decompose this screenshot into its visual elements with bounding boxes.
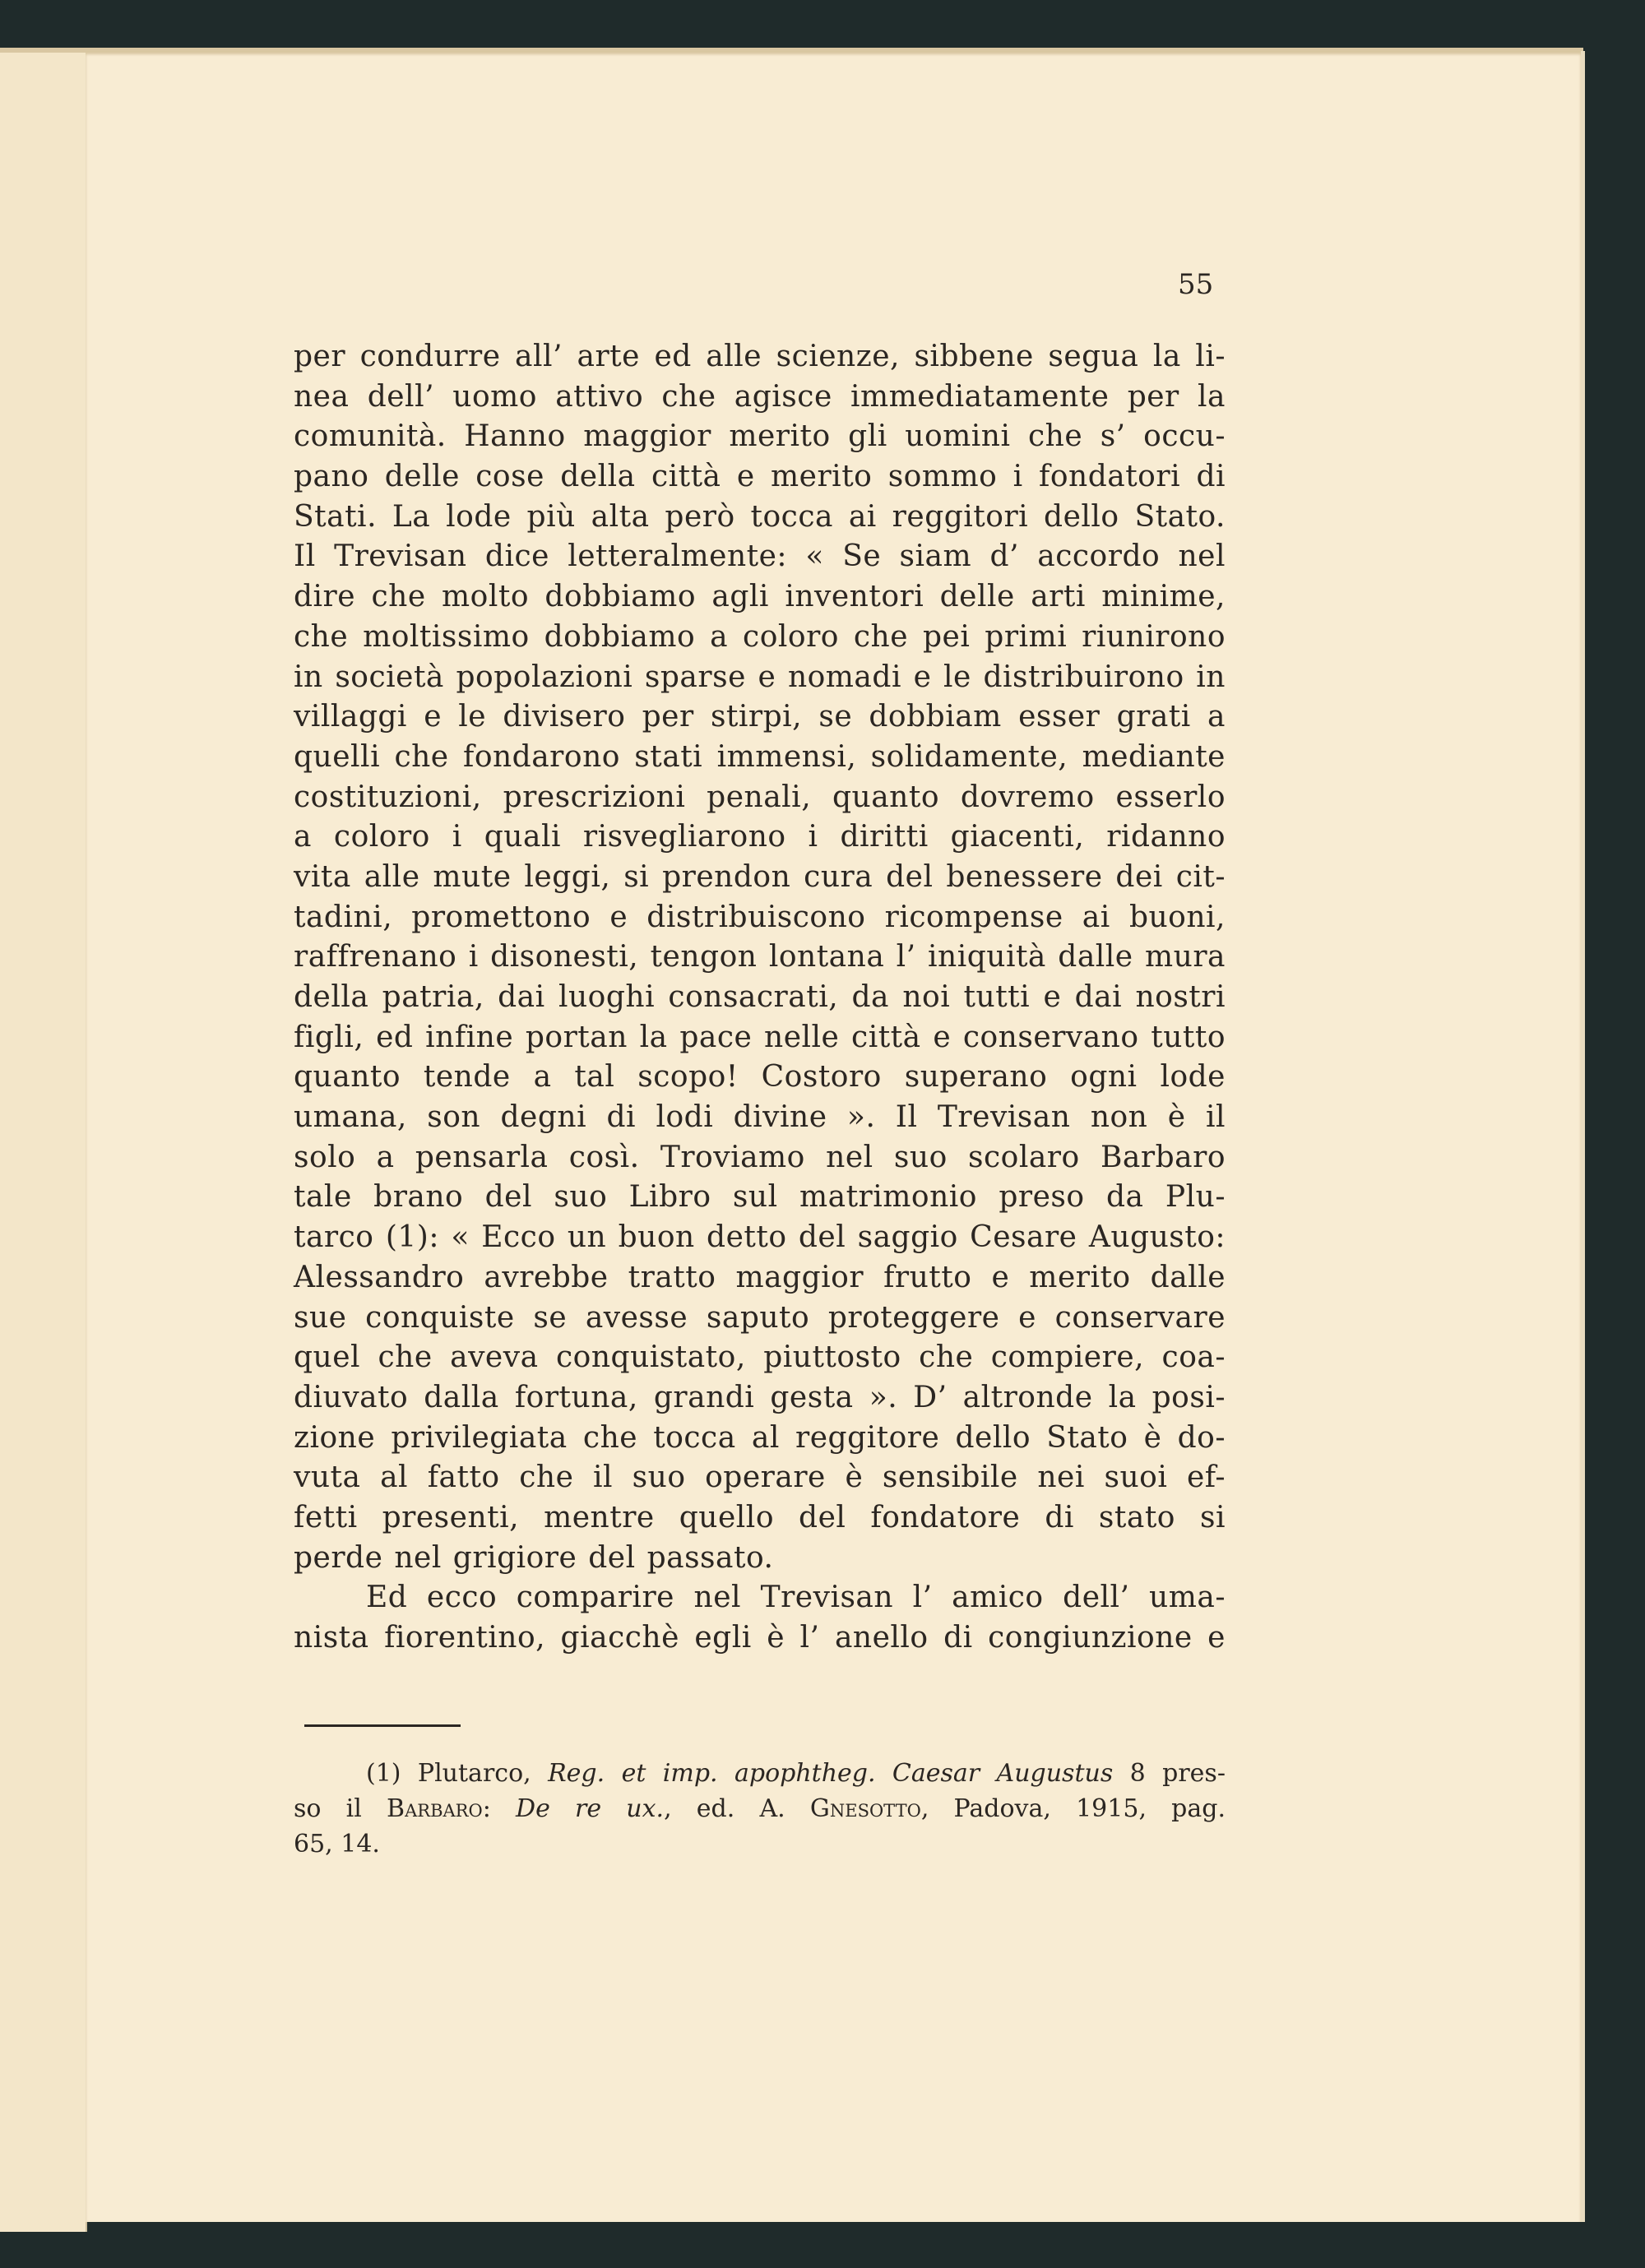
footnote-work-title: Reg. et imp. apophtheg. Caesar Augustus — [548, 1759, 1114, 1788]
text-line: solo a pensarla così. Troviamo nel suo scolaro Barbaro — [294, 1140, 1226, 1174]
text-line: quel che aveva conquistato, piuttosto che compiere, coa- — [294, 1340, 1226, 1375]
text-line: nista fiorentino, giacchè egli è l’ anello di congiunzione e — [294, 1621, 1226, 1655]
text-line: sue conquiste se avesse saputo proteggere e conservare — [294, 1300, 1226, 1335]
text-line: della patria, dai luoghi consacrati, da noi tutti e dai nostri — [294, 980, 1226, 1014]
text-line: tarco (1): « Ecco un buon detto del saggio Cesare Augusto: — [294, 1220, 1226, 1255]
text-line: in società popolazioni sparse e nomadi e le distribuirono in — [294, 660, 1226, 694]
text-line: zione privilegiata che tocca al reggitore dello Stato è do- — [294, 1420, 1226, 1455]
footnote — [294, 1756, 1226, 1862]
text-line: fetti presenti, mentre quello del fondatore di stato si — [294, 1500, 1226, 1534]
text-line: tale brano del suo Libro sul matrimonio preso da Plu- — [294, 1180, 1226, 1215]
text-line: diuvato dalla fortuna, grandi gesta ». D’ altronde la posi- — [294, 1380, 1226, 1414]
footnote-text: so il — [294, 1794, 362, 1823]
text-line: perde nel grigiore del passato. — [294, 1540, 774, 1575]
text-line: pano delle cose della città e merito sommo i fondatori di — [294, 460, 1226, 494]
facing-page-edge — [0, 53, 87, 2232]
text-line: Ed ecco comparire nel Trevisan l’ amico dell’ uma- — [366, 1581, 1226, 1615]
text-line: umana, son degni di lodi divine ». Il Trevisan non è il — [294, 1100, 1226, 1135]
text-line: raffrenano i disonesti, tengon lontana l’ iniquità dalle mura — [294, 940, 1226, 974]
footnote-work-title: De re ux. — [516, 1794, 665, 1823]
text-line: figli, ed infine portan la pace nelle città e conservano tutto — [294, 1020, 1226, 1054]
text-line: villaggi e le divisero per stirpi, se dobbiam esser grati a — [294, 700, 1226, 734]
text-line: nea dell’ uomo attivo che agisce immediatamente per la — [294, 379, 1226, 414]
text-line: costituzioni, prescrizioni penali, quanto dovremo esserlo — [294, 780, 1226, 814]
text-line: vuta al fatto che il suo operare è sensibile nei suoi ef- — [294, 1460, 1226, 1495]
footnote-line — [294, 1791, 1226, 1826]
text-line: quelli che fondarono stati immensi, solidamente, mediante — [294, 739, 1226, 774]
footnote-line — [294, 1756, 1226, 1791]
footnote-rule — [304, 1724, 461, 1727]
text-line: che moltissimo dobbiamo a coloro che pei primi riunirono — [294, 619, 1226, 654]
text-line: tadini, promettono e distribuiscono ricompense ai buoni, — [294, 900, 1226, 934]
footnote-editor: Gnesotto — [809, 1794, 921, 1823]
text-line: vita alle mute leggi, si prendon cura del benessere dei cit- — [294, 859, 1226, 894]
footnote-text: : — [482, 1794, 491, 1823]
text-line: dire che molto dobbiamo agli inventori delle arti minime, — [294, 580, 1226, 614]
footnote-text: , Padova, 1915, pag. — [920, 1794, 1226, 1823]
text-line: Alessandro avrebbe tratto maggior frutto e merito dalle — [294, 1260, 1226, 1294]
footnote-marker: (1) Plutarco, — [366, 1759, 531, 1788]
text-line: Il Trevisan dice letteralmente: « Se siam d’ accordo nel — [294, 539, 1226, 574]
text-line: Stati. La lode più alta però tocca ai reggitori dello Stato. — [294, 499, 1226, 534]
footnote-author: Barbaro — [387, 1794, 483, 1823]
footnote-text: 8 pres- — [1129, 1759, 1226, 1788]
text-line: quanto tende a tal scopo! Costoro superano ogni lode — [294, 1060, 1226, 1095]
body-text — [294, 337, 1226, 1659]
text-line: per condurre all’ arte ed alle scienze, sibbene segua la li- — [294, 340, 1226, 373]
text-line: comunità. Hanno maggior merito gli uomini che s’ occu- — [294, 419, 1226, 454]
page-number: 55 — [1178, 268, 1214, 301]
footnote-text: , ed. A. — [664, 1794, 785, 1823]
text-line: a coloro i quali risvegliarono i diritti giacenti, ridanno — [294, 820, 1226, 854]
footnote-line: 65, 14. — [294, 1830, 380, 1858]
